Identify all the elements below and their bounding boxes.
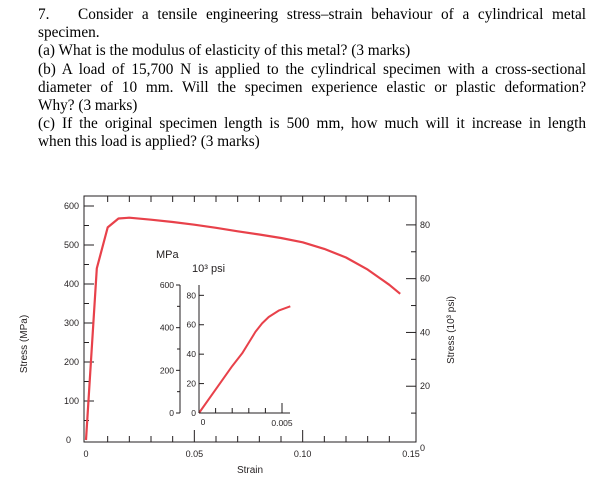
question-part-c-line-1: (c) If the original specimen length is 500 mm, how much will it increase in length — [38, 115, 586, 133]
y2-axis-label: Stress (10³ psi) — [446, 296, 457, 364]
inset-curve-line — [199, 306, 290, 413]
inset-chart — [156, 249, 293, 428]
y2-tick-label: 40 — [420, 327, 431, 338]
inset-mpa-tick-label: 400 — [159, 322, 174, 333]
question-line-2: specimen. — [38, 24, 100, 42]
question-part-b-line-1: (b) A load of 15,700 N is applied to the cylindrical specimen with a cross-sectional — [38, 60, 586, 78]
y-tick-label: 200 — [63, 357, 79, 367]
y2-tick-label: 80 — [420, 219, 431, 230]
question-part-b-line-2: diameter of 10 mm. Will the specimen experience elastic or plastic deformation? — [38, 78, 586, 96]
inset-mpa-tick-label: 200 — [159, 365, 174, 376]
question-part-b-line-3: Why? (3 marks) — [38, 97, 138, 115]
y2-tick-label: 60 — [420, 273, 431, 284]
main-curve-line — [86, 218, 400, 440]
x-axis-label: Strain — [236, 465, 264, 476]
y-tick-label: 500 — [63, 240, 79, 250]
inset-psi-tick-label: 40 — [186, 349, 196, 360]
y-tick-label: 100 — [63, 396, 79, 406]
question-part-a: (a) What is the modulus of elasticity of this metal? (3 marks) — [38, 42, 411, 60]
x-tick-label: 0.05 — [185, 449, 204, 459]
inset-x-tick-label: 0 — [200, 417, 206, 427]
inset-psi-tick-label: 60 — [186, 319, 196, 330]
inset-unit-left: MPa — [156, 249, 179, 261]
y2-tick-label: 0 — [420, 443, 426, 453]
x-tick-label: 0 — [83, 449, 89, 459]
curves — [86, 218, 400, 440]
inset-unit-right: 10³ psi — [192, 263, 226, 275]
question-line-1: 7. Consider a tensile engineering stress–strain behaviour of a cylindrical metal — [38, 6, 586, 23]
y-tick-label: 0 — [65, 435, 71, 445]
y2-tick-label: 20 — [420, 381, 431, 392]
inset-psi-tick-label: 20 — [186, 378, 196, 389]
inset-mpa-tick-label: 600 — [159, 280, 174, 290]
inset-mpa-tick-label: 0 — [169, 408, 174, 418]
y-tick-label: 600 — [63, 201, 79, 211]
y-axis-label: Stress (MPa) — [19, 314, 30, 374]
question-part-c-line-2: when this load is applied? (3 marks) — [38, 133, 260, 151]
inset-psi-tick-label: 0 — [191, 408, 196, 418]
inset-x-tick-label: 0.005 — [271, 418, 293, 428]
y-tick-label: 400 — [63, 279, 79, 289]
inset-psi-tick-label: 80 — [186, 290, 196, 301]
x-tick-label: 0.10 — [293, 449, 312, 459]
question-number: 7. — [38, 6, 50, 23]
x-tick-label: 0.15 — [402, 449, 420, 459]
y-tick-label: 300 — [63, 318, 79, 328]
tick-labels — [64, 201, 430, 459]
